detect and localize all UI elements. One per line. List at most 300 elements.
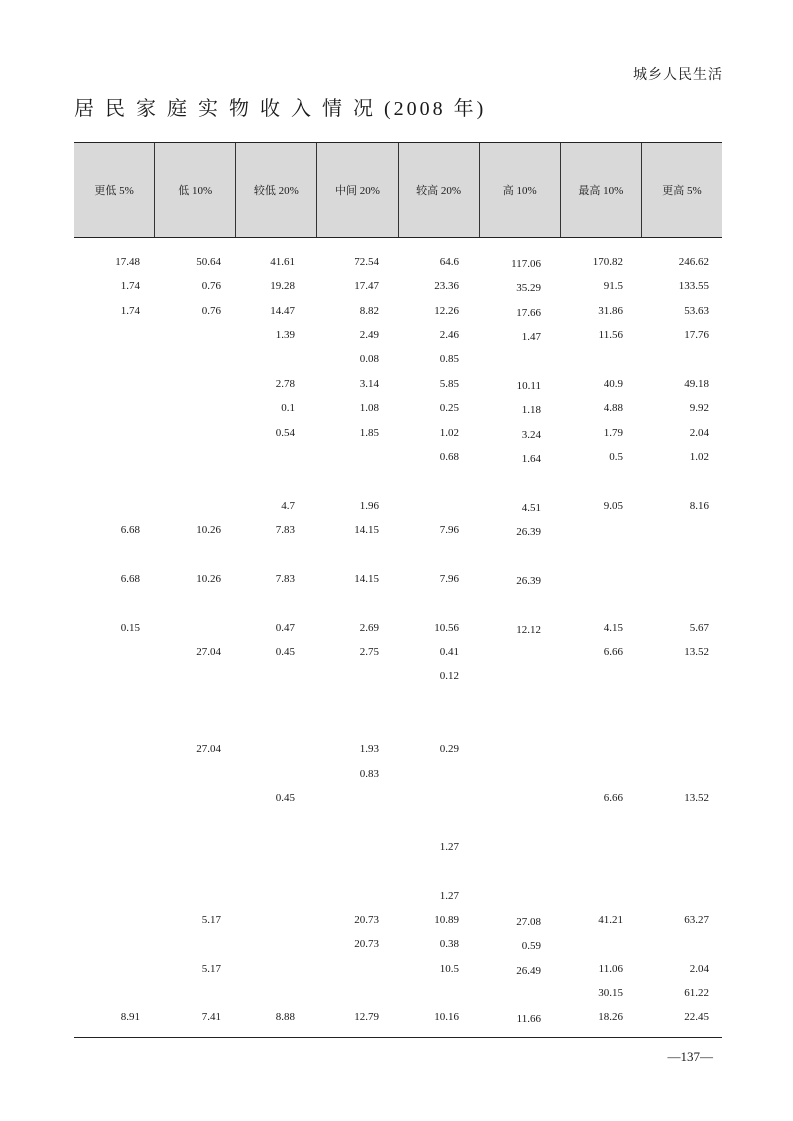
table-row (74, 959, 722, 979)
table-cell: 0.5 (609, 450, 623, 463)
column-header: 更高 5% (641, 143, 722, 237)
table-cell (553, 861, 623, 881)
table-cell: 1.18 (521, 404, 541, 417)
column-header: 较高 20% (398, 143, 479, 237)
table-cell: 6.68 (120, 572, 140, 585)
table-cell: 40.9 (603, 377, 623, 390)
table-cell (70, 910, 140, 930)
table-cell: 19.28 (270, 280, 295, 293)
table-cell: 4.51 (521, 501, 541, 514)
bottom-rule (74, 1037, 722, 1038)
table-cell: 8.16 (689, 499, 709, 512)
page-title: 居 民 家 庭 实 物 收 入 情 况 (2008 年) (74, 98, 487, 120)
table-cell: 14.47 (270, 304, 295, 317)
table-cell (309, 959, 379, 979)
table-cell (639, 666, 709, 686)
table-cell: 1.74 (120, 280, 140, 293)
table-cell (70, 691, 140, 711)
table-row (74, 788, 722, 808)
table-cell (309, 691, 379, 711)
table-cell (471, 863, 541, 883)
table-row (74, 544, 722, 564)
table-cell (471, 473, 541, 493)
table-cell: 63.27 (684, 913, 709, 926)
table-cell: 11.56 (598, 329, 623, 342)
table-row (74, 910, 722, 930)
table-cell (151, 398, 221, 418)
table-cell: 13.52 (684, 645, 709, 658)
table-cell: 10.16 (434, 1011, 459, 1024)
table-cell (151, 788, 221, 808)
table-cell (639, 813, 709, 833)
table-cell: 20.73 (354, 913, 379, 926)
table-cell (151, 691, 221, 711)
table-cell (553, 886, 623, 906)
table-cell: 2.75 (359, 645, 379, 658)
table-cell (225, 886, 295, 906)
table-cell (309, 983, 379, 1003)
table-cell (151, 618, 221, 638)
table-row (74, 886, 722, 906)
table-cell: 0.76 (201, 280, 221, 293)
table-cell: 2.04 (689, 426, 709, 439)
table-cell: 10.5 (439, 962, 459, 975)
table-cell: 61.22 (684, 987, 709, 1000)
table-cell: 7.96 (439, 572, 459, 585)
table-cell (151, 447, 221, 467)
table-cell: 10.89 (434, 913, 459, 926)
table-cell (309, 715, 379, 735)
table-cell: 1.27 (439, 840, 459, 853)
table-cell: 7.83 (275, 572, 295, 585)
column-header: 更低 5% (94, 185, 134, 197)
table-cell: 1.85 (359, 426, 379, 439)
table-cell (553, 715, 623, 735)
page-number: —137— (667, 1049, 713, 1064)
table-cell: 91.5 (603, 280, 623, 293)
table-cell (151, 496, 221, 516)
table-cell: 31.86 (598, 304, 623, 317)
table-cell (471, 766, 541, 786)
table-cell (471, 839, 541, 859)
table-cell (70, 788, 140, 808)
table-cell (70, 666, 140, 686)
table-cell: 5.85 (439, 377, 459, 390)
table-cell: 12.12 (516, 623, 541, 636)
table-cell (151, 983, 221, 1003)
table-cell: 1.02 (439, 426, 459, 439)
table-cell: 0.47 (275, 621, 295, 634)
table-cell (70, 398, 140, 418)
table-cell (553, 593, 623, 613)
column-header: 最高 10% (560, 143, 641, 237)
table-cell (553, 934, 623, 954)
table-cell: 1.02 (689, 450, 709, 463)
table-cell (553, 471, 623, 491)
table-cell: 18.26 (598, 1011, 623, 1024)
table-row (74, 837, 722, 857)
table-cell: 23.36 (434, 280, 459, 293)
table-cell: 1.79 (603, 426, 623, 439)
table-row (74, 423, 722, 443)
table-cell (471, 985, 541, 1005)
table-cell: 0.45 (275, 792, 295, 805)
table-cell (389, 496, 459, 516)
table-cell: 27.08 (516, 915, 541, 928)
table-cell (553, 691, 623, 711)
column-header: 低 10% (154, 143, 235, 237)
table-cell (639, 715, 709, 735)
table-cell (471, 815, 541, 835)
table-cell: 3.24 (521, 428, 541, 441)
table-row (74, 593, 722, 613)
table-row (74, 252, 722, 272)
table-cell (225, 666, 295, 686)
table-cell (151, 934, 221, 954)
table-cell (553, 764, 623, 784)
table-cell: 0.83 (359, 767, 379, 780)
table-cell: 7.41 (201, 1011, 221, 1024)
table-cell (389, 983, 459, 1003)
table-cell: 12.79 (354, 1011, 379, 1024)
table-cell: 0.1 (281, 402, 295, 415)
table-cell: 10.26 (196, 572, 221, 585)
table-cell: 17.76 (684, 329, 709, 342)
table-cell (70, 496, 140, 516)
table-cell (309, 886, 379, 906)
table-cell: 170.82 (592, 256, 623, 268)
table-row (74, 471, 722, 491)
table-cell: 0.12 (439, 670, 459, 683)
table-cell (225, 544, 295, 564)
table-cell (309, 544, 379, 564)
table-cell (639, 544, 709, 564)
table-row (74, 276, 722, 296)
table-cell (70, 447, 140, 467)
table-cell: 0.85 (439, 353, 459, 366)
table-cell (225, 959, 295, 979)
table-cell (225, 910, 295, 930)
column-header: 高 10% (479, 143, 560, 237)
table-row (74, 618, 722, 638)
table-cell (225, 813, 295, 833)
table-cell (389, 544, 459, 564)
table-cell (70, 593, 140, 613)
table-cell (389, 788, 459, 808)
table-cell: 11.66 (516, 1013, 541, 1026)
table-cell (151, 593, 221, 613)
table-cell (225, 983, 295, 1003)
table-cell (389, 715, 459, 735)
table-cell (471, 351, 541, 371)
table-row (74, 691, 722, 711)
table-cell: 0.54 (275, 426, 295, 439)
table-cell (639, 861, 709, 881)
table-cell (639, 520, 709, 540)
table-cell (553, 739, 623, 759)
table-cell: 9.05 (603, 499, 623, 512)
table-cell: 53.63 (684, 304, 709, 317)
table-cell (225, 764, 295, 784)
table-cell (151, 837, 221, 857)
table-cell (639, 471, 709, 491)
table-cell (471, 668, 541, 688)
table-cell (553, 837, 623, 857)
table-cell (389, 691, 459, 711)
table-cell (471, 595, 541, 615)
table-cell: 4.88 (603, 402, 623, 415)
table-cell (309, 788, 379, 808)
table-row (74, 520, 722, 540)
table-cell (471, 888, 541, 908)
table-cell: 26.39 (516, 526, 541, 539)
table-row (74, 715, 722, 735)
table-cell (151, 666, 221, 686)
table-cell: 41.61 (270, 256, 295, 268)
table-cell (70, 886, 140, 906)
table-cell: 1.74 (120, 304, 140, 317)
table-cell: 0.76 (201, 304, 221, 317)
table-cell: 0.08 (359, 353, 379, 366)
table-cell: 7.83 (275, 524, 295, 537)
table-cell: 14.15 (354, 572, 379, 585)
table-cell: 49.18 (684, 377, 709, 390)
table-cell: 9.92 (689, 402, 709, 415)
table-cell: 117.06 (511, 258, 541, 270)
table-cell (70, 349, 140, 369)
table-row (74, 349, 722, 369)
table-cell: 0.25 (439, 402, 459, 415)
table-cell (553, 666, 623, 686)
table-cell: 17.48 (115, 256, 140, 268)
table-row (74, 325, 722, 345)
table-cell: 26.39 (516, 574, 541, 587)
table-row (74, 861, 722, 881)
table-cell (151, 715, 221, 735)
table-cell (151, 544, 221, 564)
table-cell: 10.56 (434, 621, 459, 634)
table-cell (70, 715, 140, 735)
table-cell (151, 764, 221, 784)
table-cell: 30.15 (598, 987, 623, 1000)
table-cell: 17.47 (354, 280, 379, 293)
table-cell (553, 520, 623, 540)
table-cell: 27.04 (196, 743, 221, 756)
table-cell (225, 934, 295, 954)
table-cell: 8.91 (120, 1011, 140, 1024)
table-cell (389, 861, 459, 881)
table-cell (639, 934, 709, 954)
table-cell (639, 691, 709, 711)
table-cell: 0.45 (275, 645, 295, 658)
table-cell: 26.49 (516, 964, 541, 977)
table-cell: 4.7 (281, 499, 295, 512)
column-header: 较低 20% (235, 143, 316, 237)
table-cell (639, 739, 709, 759)
table-cell: 1.27 (439, 889, 459, 902)
table-cell (471, 644, 541, 664)
table-cell: 1.47 (521, 331, 541, 344)
table-row (74, 374, 722, 394)
table-row (74, 983, 722, 1003)
table-cell: 1.39 (275, 329, 295, 342)
table-cell (309, 837, 379, 857)
table-cell: 8.82 (359, 304, 379, 317)
table-cell: 35.29 (516, 282, 541, 295)
table-cell: 6.68 (120, 524, 140, 537)
table-cell: 8.88 (275, 1011, 295, 1024)
table-cell: 1.93 (359, 743, 379, 756)
table-cell: 64.6 (439, 256, 459, 268)
table-cell: 1.64 (521, 452, 541, 465)
table-cell (309, 447, 379, 467)
table-cell: 41.21 (598, 913, 623, 926)
table-cell: 50.64 (196, 256, 221, 268)
table-cell: 0.41 (439, 645, 459, 658)
table-cell (309, 593, 379, 613)
table-cell: 4.15 (603, 621, 623, 634)
table-cell: 5.67 (689, 621, 709, 634)
table-row (74, 813, 722, 833)
table-cell: 11.06 (598, 962, 623, 975)
table-cell: 0.29 (439, 743, 459, 756)
column-header: 中间 20% (316, 143, 397, 237)
table-cell: 2.69 (359, 621, 379, 634)
table-cell (70, 374, 140, 394)
table-cell (309, 861, 379, 881)
table-cell (309, 471, 379, 491)
table-cell: 6.66 (603, 792, 623, 805)
table-cell (151, 423, 221, 443)
table-cell: 2.78 (275, 377, 295, 390)
table-cell (389, 813, 459, 833)
table-cell (151, 471, 221, 491)
table-cell (639, 886, 709, 906)
table-cell (70, 983, 140, 1003)
table-cell (639, 837, 709, 857)
table-cell: 20.73 (354, 938, 379, 951)
table-row (74, 642, 722, 662)
table-cell: 22.45 (684, 1011, 709, 1024)
table-cell: 2.49 (359, 329, 379, 342)
table-cell: 246.62 (678, 256, 709, 268)
table-cell (225, 837, 295, 857)
table-cell (471, 741, 541, 761)
table-cell (389, 471, 459, 491)
table-cell (471, 546, 541, 566)
table-cell (639, 593, 709, 613)
table-cell: 2.46 (439, 329, 459, 342)
table-cell (225, 349, 295, 369)
table-cell (151, 325, 221, 345)
table-cell (389, 764, 459, 784)
table-cell: 10.11 (516, 379, 541, 392)
table-cell: 7.96 (439, 524, 459, 537)
table-row (74, 398, 722, 418)
table-cell (225, 447, 295, 467)
table-cell (553, 349, 623, 369)
running-header: 城乡人民生活 (633, 68, 723, 83)
table-cell (471, 717, 541, 737)
table-cell (225, 739, 295, 759)
table-cell: 3.14 (359, 377, 379, 390)
table-row (74, 1007, 722, 1027)
table-cell (70, 813, 140, 833)
table-cell (151, 861, 221, 881)
table-cell: 27.04 (196, 645, 221, 658)
table-cell: 5.17 (201, 962, 221, 975)
table-cell (70, 934, 140, 954)
table-cell (639, 569, 709, 589)
table-cell (553, 813, 623, 833)
table-row (74, 301, 722, 321)
table-cell (70, 861, 140, 881)
table-cell (70, 959, 140, 979)
table-cell: 2.04 (689, 962, 709, 975)
table-cell (70, 544, 140, 564)
table-cell (309, 666, 379, 686)
table-cell (471, 790, 541, 810)
table-cell (70, 739, 140, 759)
table-row (74, 739, 722, 759)
table-cell: 1.96 (359, 499, 379, 512)
table-cell (151, 886, 221, 906)
table-cell: 17.66 (516, 306, 541, 319)
table-cell: 12.26 (434, 304, 459, 317)
table-row (74, 666, 722, 686)
table-cell: 133.55 (678, 280, 709, 293)
table-cell: 0.59 (521, 940, 541, 953)
table-cell (225, 715, 295, 735)
table-cell (70, 471, 140, 491)
table-cell: 72.54 (354, 256, 379, 268)
table-row (74, 496, 722, 516)
table-cell (225, 691, 295, 711)
table-cell: 0.15 (120, 621, 140, 634)
table-cell (471, 693, 541, 713)
table-cell (225, 471, 295, 491)
table-cell (70, 423, 140, 443)
table-cell (151, 374, 221, 394)
table-cell: 14.15 (354, 524, 379, 537)
table-cell (70, 837, 140, 857)
table-cell (151, 349, 221, 369)
table-row (74, 447, 722, 467)
table-cell (389, 593, 459, 613)
table-cell (553, 569, 623, 589)
table-row (74, 764, 722, 784)
table-cell: 5.17 (201, 913, 221, 926)
table-cell: 0.68 (439, 450, 459, 463)
table-cell: 10.26 (196, 524, 221, 537)
table-cell (70, 642, 140, 662)
table-cell: 0.38 (439, 938, 459, 951)
table-cell (151, 813, 221, 833)
table-cell (309, 813, 379, 833)
table-row (74, 569, 722, 589)
table-cell (225, 861, 295, 881)
table-cell: 6.66 (603, 645, 623, 658)
table-cell (639, 764, 709, 784)
table-cell (70, 325, 140, 345)
table-cell (553, 544, 623, 564)
table-cell: 13.52 (684, 792, 709, 805)
table-cell: 1.08 (359, 402, 379, 415)
table-row (74, 934, 722, 954)
table-cell (639, 349, 709, 369)
table-cell (70, 764, 140, 784)
table-cell (225, 593, 295, 613)
